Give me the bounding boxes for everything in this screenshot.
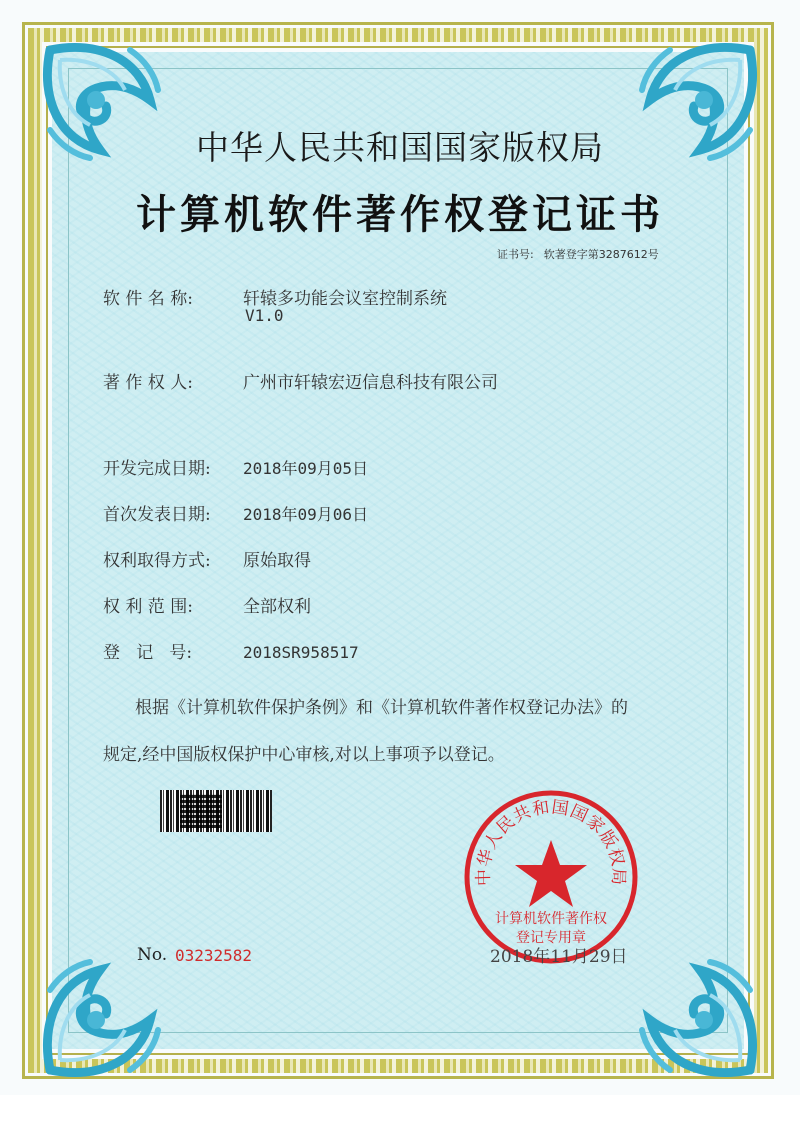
- acquisition-method-row: [103, 546, 311, 571]
- copyright-owner-value: 广州市轩辕宏迈信息科技有限公司: [243, 373, 498, 393]
- serial-number: 03232582: [175, 946, 253, 965]
- barcode: [160, 790, 272, 832]
- certificate-number: [497, 246, 659, 262]
- statement-line-2: 规定,经中国版权保护中心审核,对以上事项予以登记。: [103, 745, 505, 765]
- copyright-owner-label: 著 作 权 人:: [103, 373, 193, 393]
- completion-date-value: 2018年09月05日: [243, 459, 369, 478]
- rights-scope-label: 权 利 范 围:: [103, 597, 193, 617]
- copyright-owner-row: [103, 368, 498, 393]
- acquisition-method-label: 权利取得方式:: [103, 551, 211, 571]
- certificate-number-value: 软著登字第3287612号: [543, 248, 659, 261]
- registration-number-label: 登 记 号:: [103, 643, 193, 663]
- publication-date-label: 首次发表日期:: [103, 505, 211, 525]
- corner-ornament-bottom-right: [620, 940, 770, 1090]
- page-margin: [0, 1095, 800, 1131]
- completion-date-row: [103, 454, 368, 479]
- seal-inner-line-2: 登记专用章: [516, 930, 586, 946]
- certificate-number-label: 证书号:: [497, 248, 534, 261]
- rights-scope-row: [103, 592, 311, 617]
- certificate-title: 计算机软件著作权登记证书: [136, 192, 664, 238]
- software-version-value: V1.0: [245, 306, 284, 325]
- software-name-label: 软 件 名 称:: [103, 289, 193, 309]
- qr-code: [180, 794, 222, 828]
- seal-inner-line-1: 计算机软件著作权: [495, 911, 607, 927]
- publication-date-value: 2018年09月06日: [243, 505, 369, 524]
- issuing-authority: 中华人民共和国国家版权局: [196, 128, 604, 167]
- software-name-value: 轩辕多功能会议室控制系统: [243, 289, 447, 309]
- issue-date: 2018年11月29日: [490, 947, 628, 967]
- acquisition-method-value: 原始取得: [243, 551, 311, 571]
- seal-outer-text: 中华人民共和国国家版权局: [473, 797, 629, 887]
- registration-number-row: [103, 638, 359, 663]
- publication-date-row: [103, 500, 368, 525]
- rights-scope-value: 全部权利: [243, 597, 311, 617]
- completion-date-label: 开发完成日期:: [103, 459, 211, 479]
- official-seal: [460, 786, 642, 968]
- registration-number-value: 2018SR958517: [243, 643, 359, 662]
- serial-label: No.: [137, 945, 168, 965]
- statement-line-1: 根据《计算机软件保护条例》和《计算机软件著作权登记办法》的: [135, 698, 628, 718]
